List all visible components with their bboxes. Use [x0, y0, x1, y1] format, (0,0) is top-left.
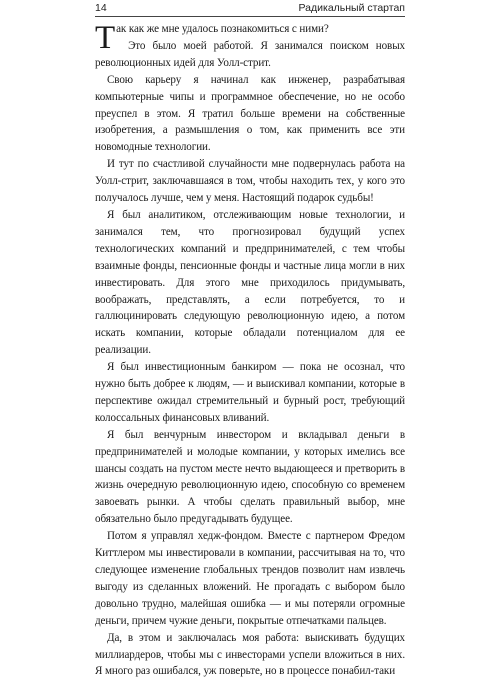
drop-cap: Т [95, 20, 116, 56]
paragraph-3: Свою карьеру я начинал как инженер, разрабатывая компьютерные чипы и программное обеспечение, но не особо преуспел в этом. Я тратил больше времени на собственные изобретения, а размышления о том, как применить все эти новомодные технологии. [95, 73, 405, 154]
paragraph-2: Это было моей работой. Я занимался поиском новых революционных идей для Уолл-стрит. [95, 39, 405, 69]
chapter-title: Радикальный стартап [298, 2, 405, 14]
paragraph-7: Я был венчурным инвестором и вкладывал деньги в предпринимателей и молодые компании, у которых имелись все шансы создать на пустом месте нечто выдающееся и претворить в жизнь очередную революционную идею, способную со временем завоевать рынки. А чтобы сделать правильный выбор, мне обязательно было предугадывать будущее. [95, 428, 405, 526]
page-number: 14 [95, 2, 107, 14]
paragraph-1-text: ак как же мне удалось познакомиться с ними? [116, 23, 329, 35]
paragraph-5: Я был аналитиком, отслеживающим новые технологии, и занимался тем, что прогнозировал будущий успех технологических компаний и предпринимателей, с тем чтобы взаимные фонды, пенсионные фонды и частные лица могли в них инвестировать. Для этого мне приходилось придумывать, воображать, представлять, а если потребуется, то и галлюцинировать следующую революционную идею, а потом искать компании, которые обладали потенциалом для ее реализации. [95, 208, 405, 357]
header-rule [95, 16, 405, 17]
paragraph-9: Да, в этом и заключалась моя работа: выискивать будущих миллиардеров, чтобы мы с инвесторами успели вложиться в них. Я много раз ошибался, уж поверьте, но в процессе понабил-таки [95, 631, 405, 678]
paragraph-8: Потом я управлял хедж-фондом. Вместе с партнером Фредом Киттлером мы инвестировали в компании, рассчитывая на то, что следующее изменение глобальных трендов позволит нам извлечь выгоду из сделанных вложений. Не прогадать с выбором было довольно трудно, малейшая ошибка — и мы потеряли огромные деньги, причем чужие деньги, покрытые отпечатками пальцев. [95, 530, 405, 627]
paragraph-4: И тут по счастливой случайности мне подвернулась работа на Уолл-стрит, заключавшаяся в том, чтобы находить тех, у кого это получалось лучше, чем у меня. Настоящий подарок судьбы! [95, 158, 405, 205]
paragraph-6: Я был инвестиционным банкиром — пока не осознал, что нужно быть добрее к людям, — и выискивал компании, которые в перспективе ожидал стремительный и бурный рост, требующий колоссальных финансовых вливаний. [95, 361, 405, 424]
running-head [95, 2, 405, 17]
body-text [95, 21, 405, 680]
